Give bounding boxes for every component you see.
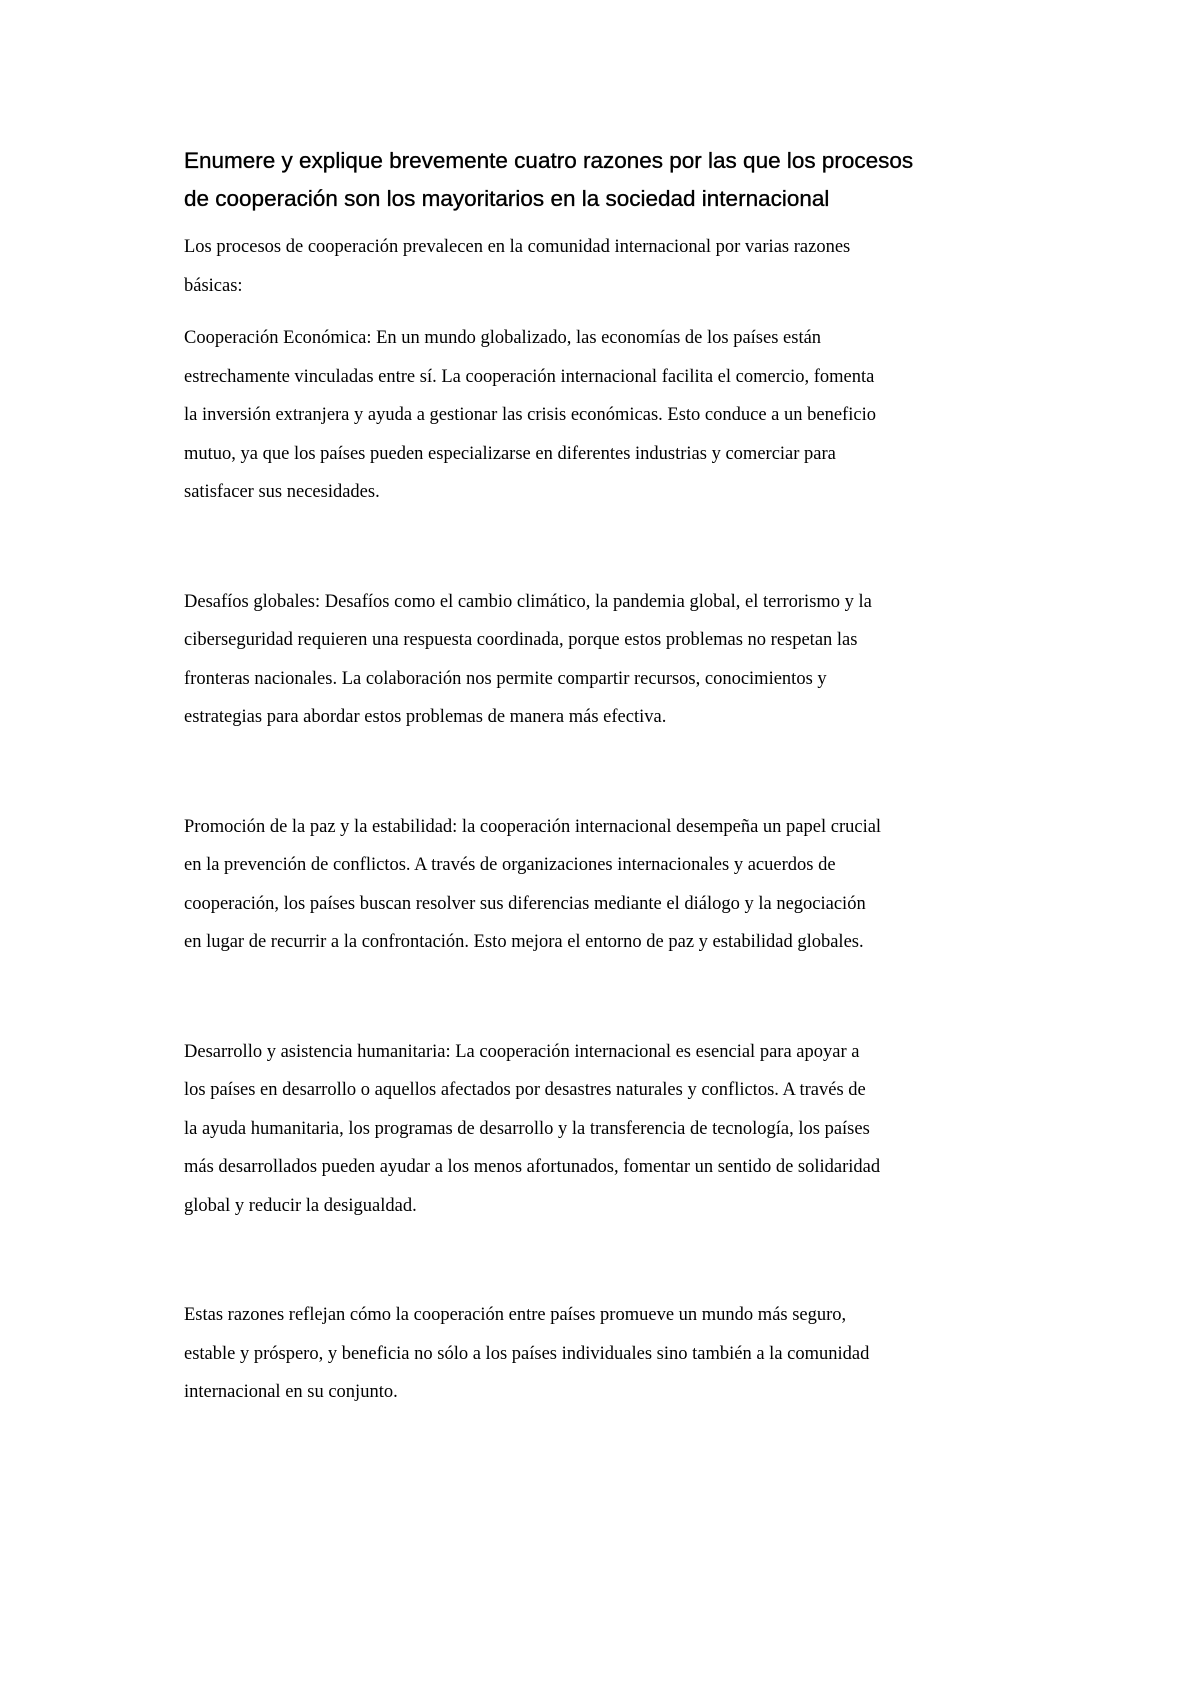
text-line: más desarrollados pueden ayudar a los menos afortunados, fomentar un sentido de solidaridad xyxy=(184,1157,881,1177)
text-line: estable y próspero, y beneficia no sólo a los países individuales sino también a la comunidad xyxy=(184,1343,870,1364)
text-line: estrechamente vinculadas entre sí. La cooperación internacional facilita el comercio, fomenta xyxy=(184,366,875,387)
paragraph-global-challenges xyxy=(184,583,1034,737)
text-line: la ayuda humanitaria, los programas de desarrollo y la transferencia de tecnología, los países xyxy=(184,1118,870,1139)
text-line: la inversión extranjera y ayuda a gestionar las crisis económicas. Esto conduce a un beneficio xyxy=(184,405,876,425)
text-line: los países en desarrollo o aquellos afectados por desastres naturales y conflictos. A través de xyxy=(184,1080,866,1100)
text-line: satisfacer sus necesidades. xyxy=(184,482,380,502)
text-line: en lugar de recurrir a la confrontación. Esto mejora el entorno de paz y estabilidad globales. xyxy=(184,932,864,952)
document-content xyxy=(184,142,1034,1412)
text-line: fronteras nacionales. La colaboración nos permite compartir recursos, conocimientos y xyxy=(184,668,827,689)
paragraph-peace-stability xyxy=(184,808,1034,962)
text-line: estrategias para abordar estos problemas de manera más efectiva. xyxy=(184,707,667,727)
text-line: global y reducir la desigualdad. xyxy=(184,1195,417,1216)
text-line: Desarrollo y asistencia humanitaria: La cooperación internacional es esencial para apoyar a xyxy=(184,1041,860,1062)
text-line: básicas: xyxy=(184,275,243,296)
text-line: ciberseguridad requieren una respuesta coordinada, porque estos problemas no respetan las xyxy=(184,630,858,650)
text-line: Estas razones reflejan cómo la cooperación entre países promueve un mundo más seguro, xyxy=(184,1305,847,1325)
paragraph-economic-cooperation xyxy=(184,319,1034,512)
text-line: Promoción de la paz y la estabilidad: la cooperación internacional desempeña un papel crucial xyxy=(184,816,882,837)
title-line: Enumere y explique brevemente cuatro razones por las que los procesos xyxy=(184,148,914,173)
text-line: internacional en su conjunto. xyxy=(184,1382,398,1402)
title-line: de cooperación son los mayoritarios en la sociedad internacional xyxy=(184,186,830,211)
text-line: cooperación, los países buscan resolver sus diferencias mediante el diálogo y la negociación xyxy=(184,893,866,914)
text-line: en la prevención de conflictos. A través de organizaciones internacionales y acuerdos de xyxy=(184,855,836,875)
text-line: Desafíos globales: Desafíos como el cambio climático, la pandemia global, el terrorismo y la xyxy=(184,591,872,612)
intro-paragraph xyxy=(184,228,1034,305)
text-line: Los procesos de cooperación prevalecen en la comunidad internacional por varias razones xyxy=(184,237,851,257)
text-line: mutuo, ya que los países pueden especializarse en diferentes industrias y comerciar para xyxy=(184,443,836,464)
paragraph-conclusion xyxy=(184,1296,1034,1412)
paragraph-development-aid xyxy=(184,1033,1034,1226)
page-title xyxy=(184,142,1034,218)
text-line: Cooperación Económica: En un mundo globalizado, las economías de los países están xyxy=(184,328,822,348)
